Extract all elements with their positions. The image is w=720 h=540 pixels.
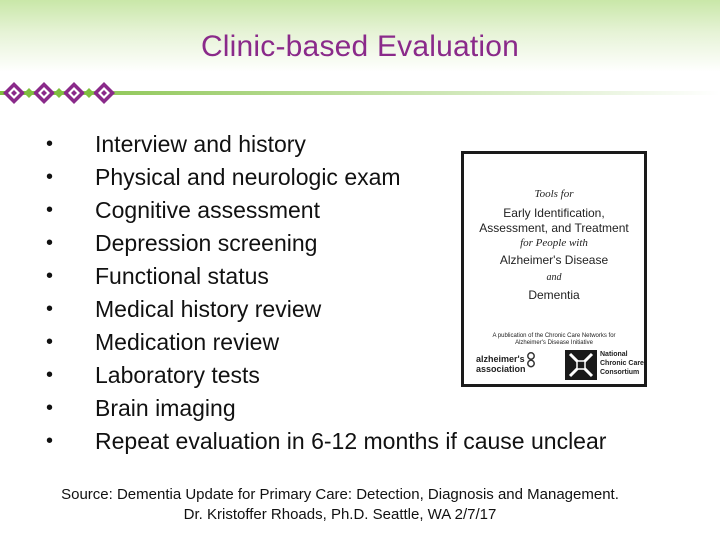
title-ornament: [0, 82, 720, 104]
bullet-icon: •: [46, 430, 54, 452]
book-cover-publication-note: A publication of the Chronic Care Networks for Alzheimer's Disease Initiative: [492, 333, 616, 346]
book-cover-image: [461, 151, 647, 387]
ornament-diamond-green: [84, 88, 94, 98]
bullet-icon: •: [46, 397, 54, 419]
book-cover-tools: Tools for: [534, 188, 574, 200]
bullet-icon: •: [46, 166, 54, 188]
bullet-icon: •: [46, 199, 54, 221]
book-cover-and: and: [546, 272, 562, 283]
book-cover-for: for People with: [520, 237, 588, 249]
source-citation: [0, 485, 680, 525]
ornament-diamond-green: [54, 88, 64, 98]
alzheimers-logo-icon: [524, 352, 538, 368]
bullet-icon: •: [46, 265, 54, 287]
bullet-icon: •: [46, 331, 54, 353]
book-cover-line: Assessment, and Treatment: [479, 221, 629, 235]
book-cover-line: Alzheimer's Disease: [499, 253, 609, 267]
book-cover-line: Dementia: [528, 288, 580, 302]
chronic-care-consortium-logo: National Chronic Care Consortium: [600, 351, 644, 376]
bullet-icon: •: [46, 133, 54, 155]
bullet-icon: •: [46, 232, 54, 254]
alzheimers-association-logo: alzheimer's association: [476, 354, 526, 374]
slide-title: Clinic-based Evaluation: [200, 30, 520, 63]
chronic-care-consortium-logo-icon: [565, 350, 597, 380]
bullet-icon: •: [46, 298, 54, 320]
book-cover-line: Early Identification,: [503, 206, 605, 220]
source-line: Source: Dementia Update for Primary Care: Detection, Diagnosis and Management.: [61, 486, 619, 503]
bullet-icon: •: [46, 364, 54, 386]
ornament-diamond-green: [24, 88, 34, 98]
source-line: Dr. Kristoffer Rhoads, Ph.D. Seattle, WA 2/7/17: [183, 506, 497, 523]
